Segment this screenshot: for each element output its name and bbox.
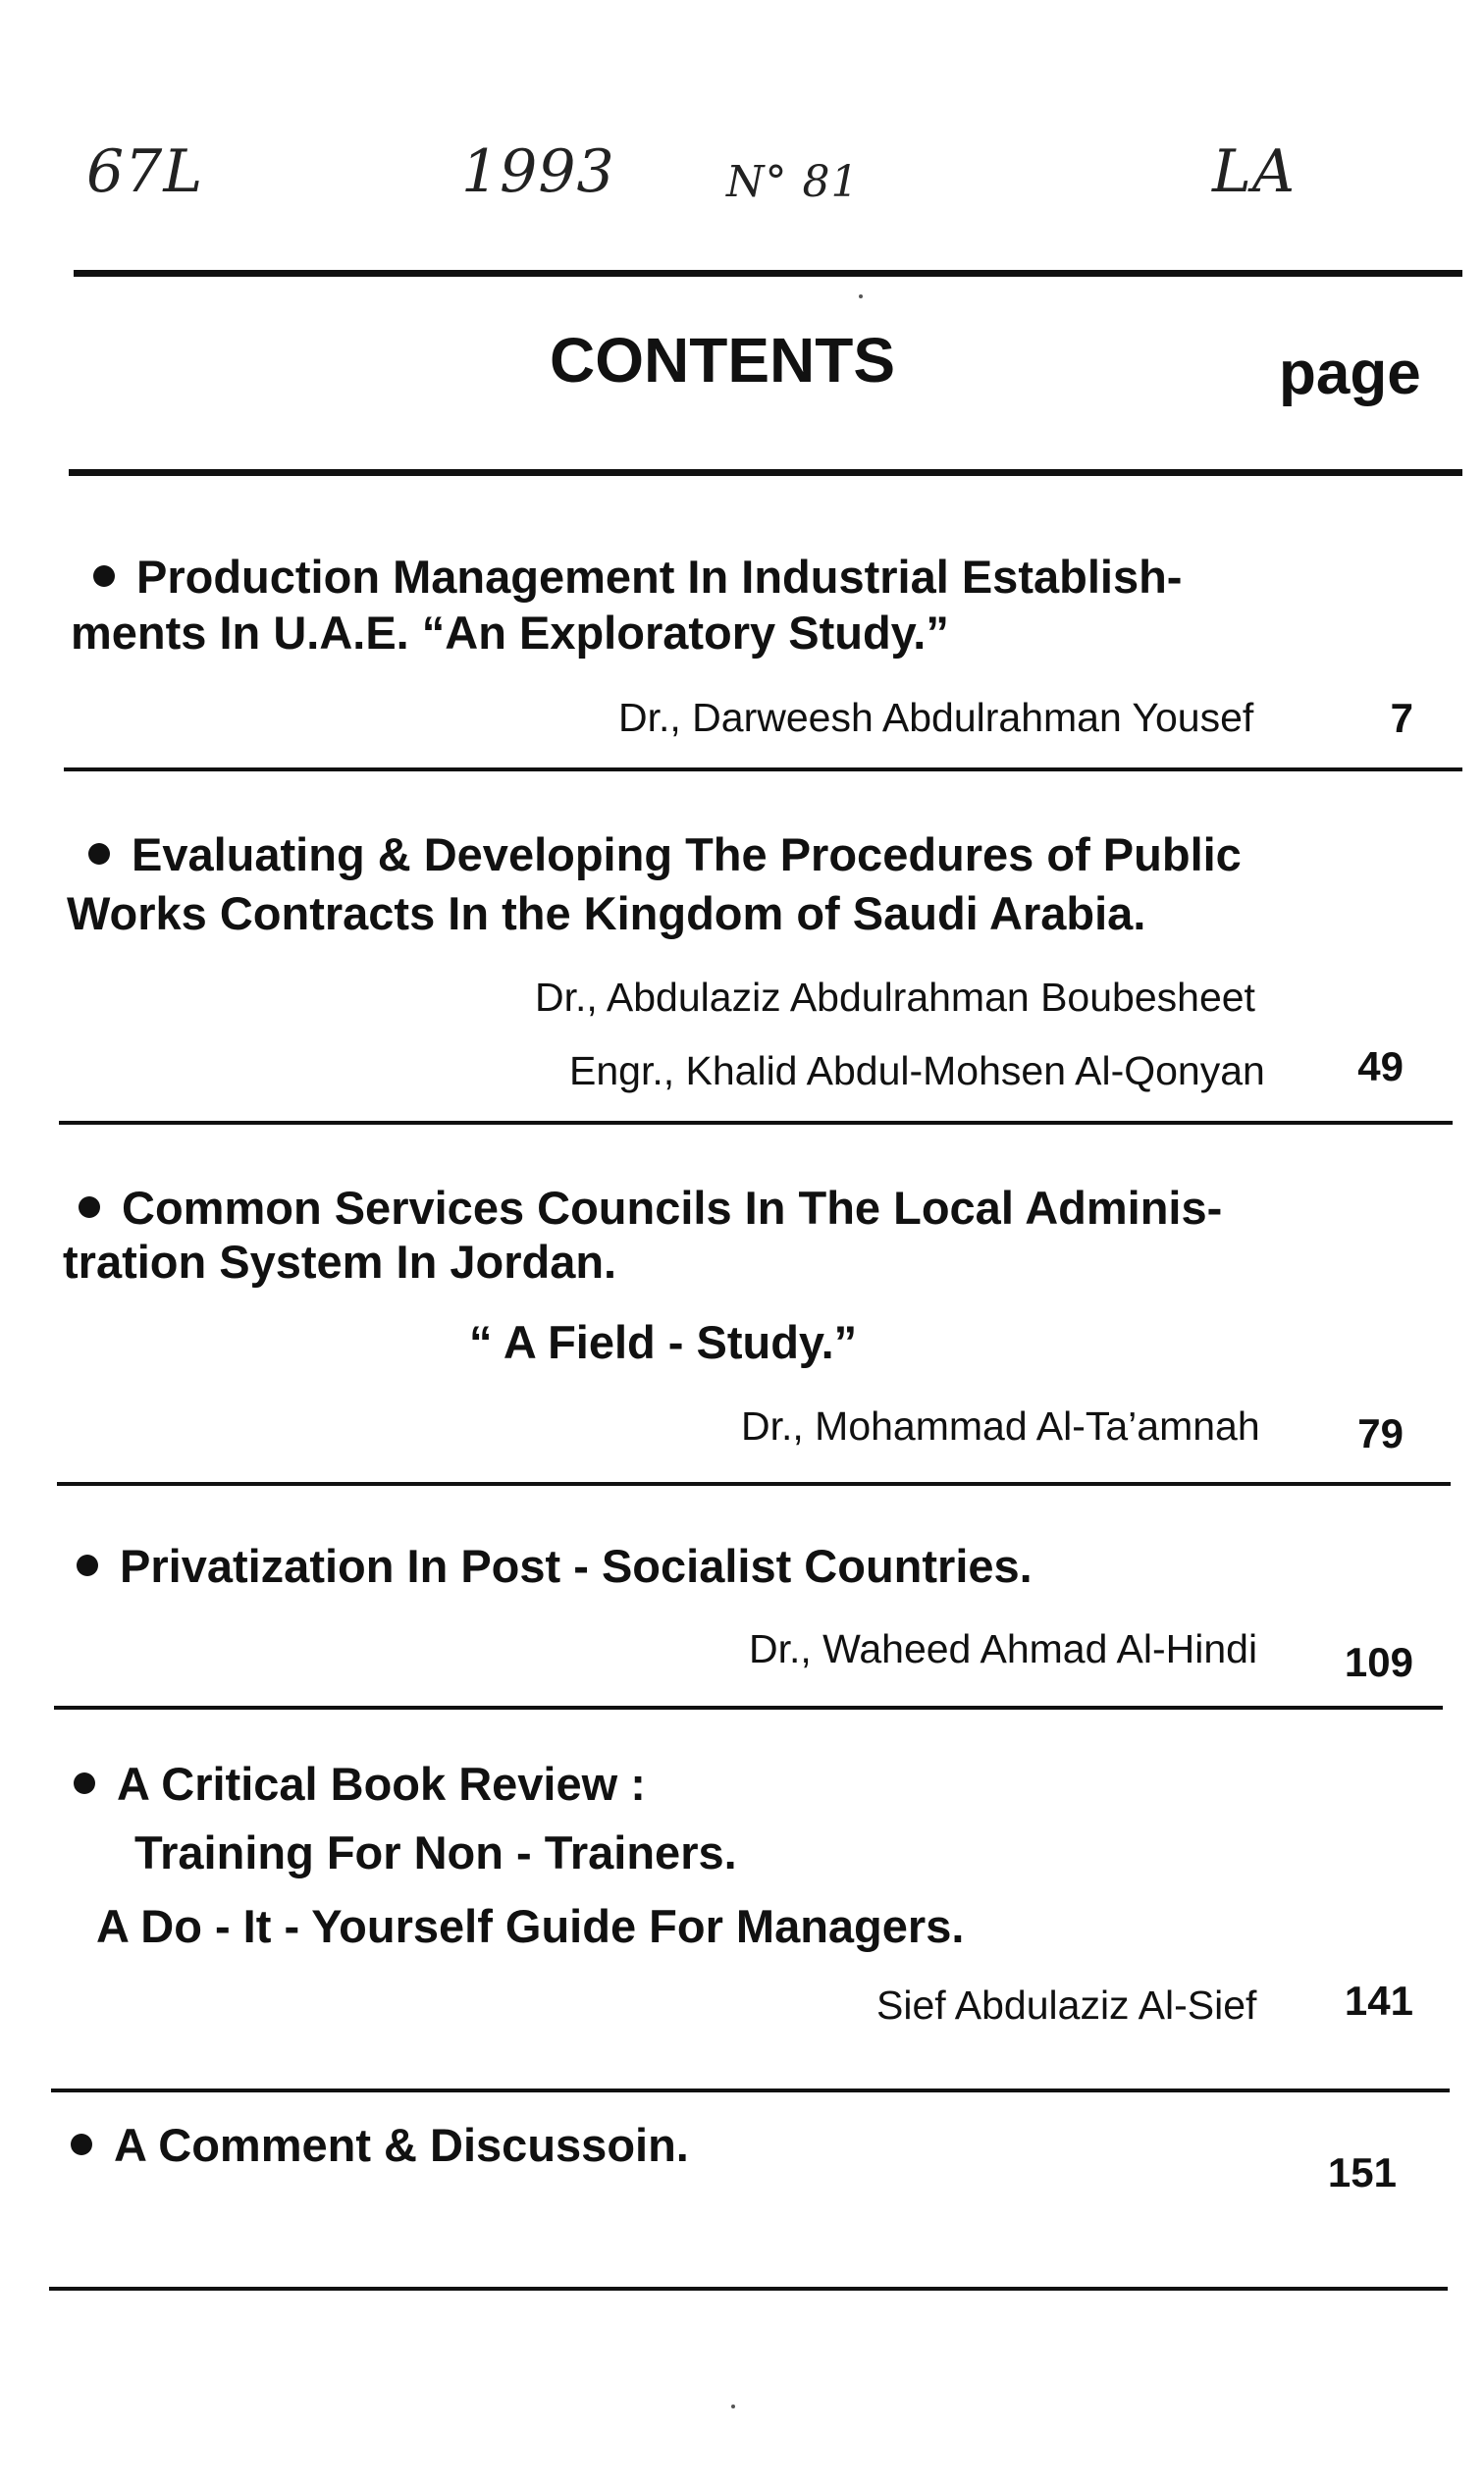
entry-author: Dr., Waheed Ahmad Al-Hindi <box>749 1626 1258 1671</box>
handwritten-year: 1993 <box>461 137 615 206</box>
entry-divider <box>54 1706 1443 1710</box>
entry-author: Dr., Darweesh Abdulrahman Yousef <box>618 695 1254 740</box>
entry-title-continued: ments In U.A.E. “An Exploratory Study.” <box>71 607 949 659</box>
bullet-icon <box>79 1196 100 1218</box>
entry-author: Dr., Mohammad Al-Ta’amnah <box>741 1403 1260 1449</box>
entry-divider <box>57 1482 1451 1486</box>
entry-subtitle: Training For Non - Trainers. <box>134 1826 737 1878</box>
entry-page-number: 109 <box>1344 1639 1413 1685</box>
entry-title: A Critical Book Review : <box>74 1757 646 1812</box>
entry-subtitle: “ A Field - Study.” <box>469 1316 858 1368</box>
entry-page-number: 49 <box>1357 1043 1404 1089</box>
bullet-icon <box>93 565 115 587</box>
bullet-icon <box>88 843 110 865</box>
entry-page-number: 141 <box>1344 1978 1413 2024</box>
entry-subtitle: A Do - It - Yourself Guide For Managers. <box>96 1900 965 1952</box>
contents-title: CONTENTS <box>550 325 895 396</box>
entry-author: Sief Abdulaziz Al-Sief <box>876 1983 1257 2028</box>
entry-title: Privatization In Post - Socialist Countries. <box>77 1539 1033 1594</box>
entry-author: Dr., Abdulaziz Abdulrahman Boubesheet <box>535 975 1255 1020</box>
entry-title: Production Management In Industrial Establish- <box>93 550 1182 605</box>
entry-title-continued: tration System In Jordan. <box>63 1236 617 1288</box>
entry-page-number: 7 <box>1390 695 1413 741</box>
entry-divider <box>51 2088 1450 2092</box>
bottom-rule <box>49 2287 1448 2291</box>
entry-page-number: 151 <box>1327 2149 1397 2195</box>
page-column-label: page <box>1279 340 1421 407</box>
bullet-icon <box>71 2134 92 2155</box>
scan-speck <box>731 2405 735 2408</box>
entry-title: A Comment & Discussoin. <box>71 2118 689 2173</box>
top-rule <box>74 270 1462 277</box>
header-bottom-rule <box>69 469 1462 476</box>
entry-author: Engr., Khalid Abdul-Mohsen Al-Qonyan <box>569 1048 1265 1093</box>
handwritten-ref: 67L <box>86 137 204 206</box>
bullet-icon <box>77 1555 98 1576</box>
handwritten-issue: N° 81 <box>726 157 860 207</box>
entry-page-number: 79 <box>1357 1410 1404 1456</box>
entry-title: Common Services Councils In The Local Adminis- <box>79 1181 1222 1236</box>
scan-speck <box>859 294 863 298</box>
handwritten-code: LA <box>1212 137 1297 206</box>
bullet-icon <box>74 1772 95 1794</box>
entry-divider <box>64 767 1462 771</box>
entry-divider <box>59 1121 1453 1125</box>
entry-title-continued: Works Contracts In the Kingdom of Saudi Arabia. <box>67 887 1146 939</box>
entry-title: Evaluating & Developing The Procedures of Public <box>88 827 1242 882</box>
